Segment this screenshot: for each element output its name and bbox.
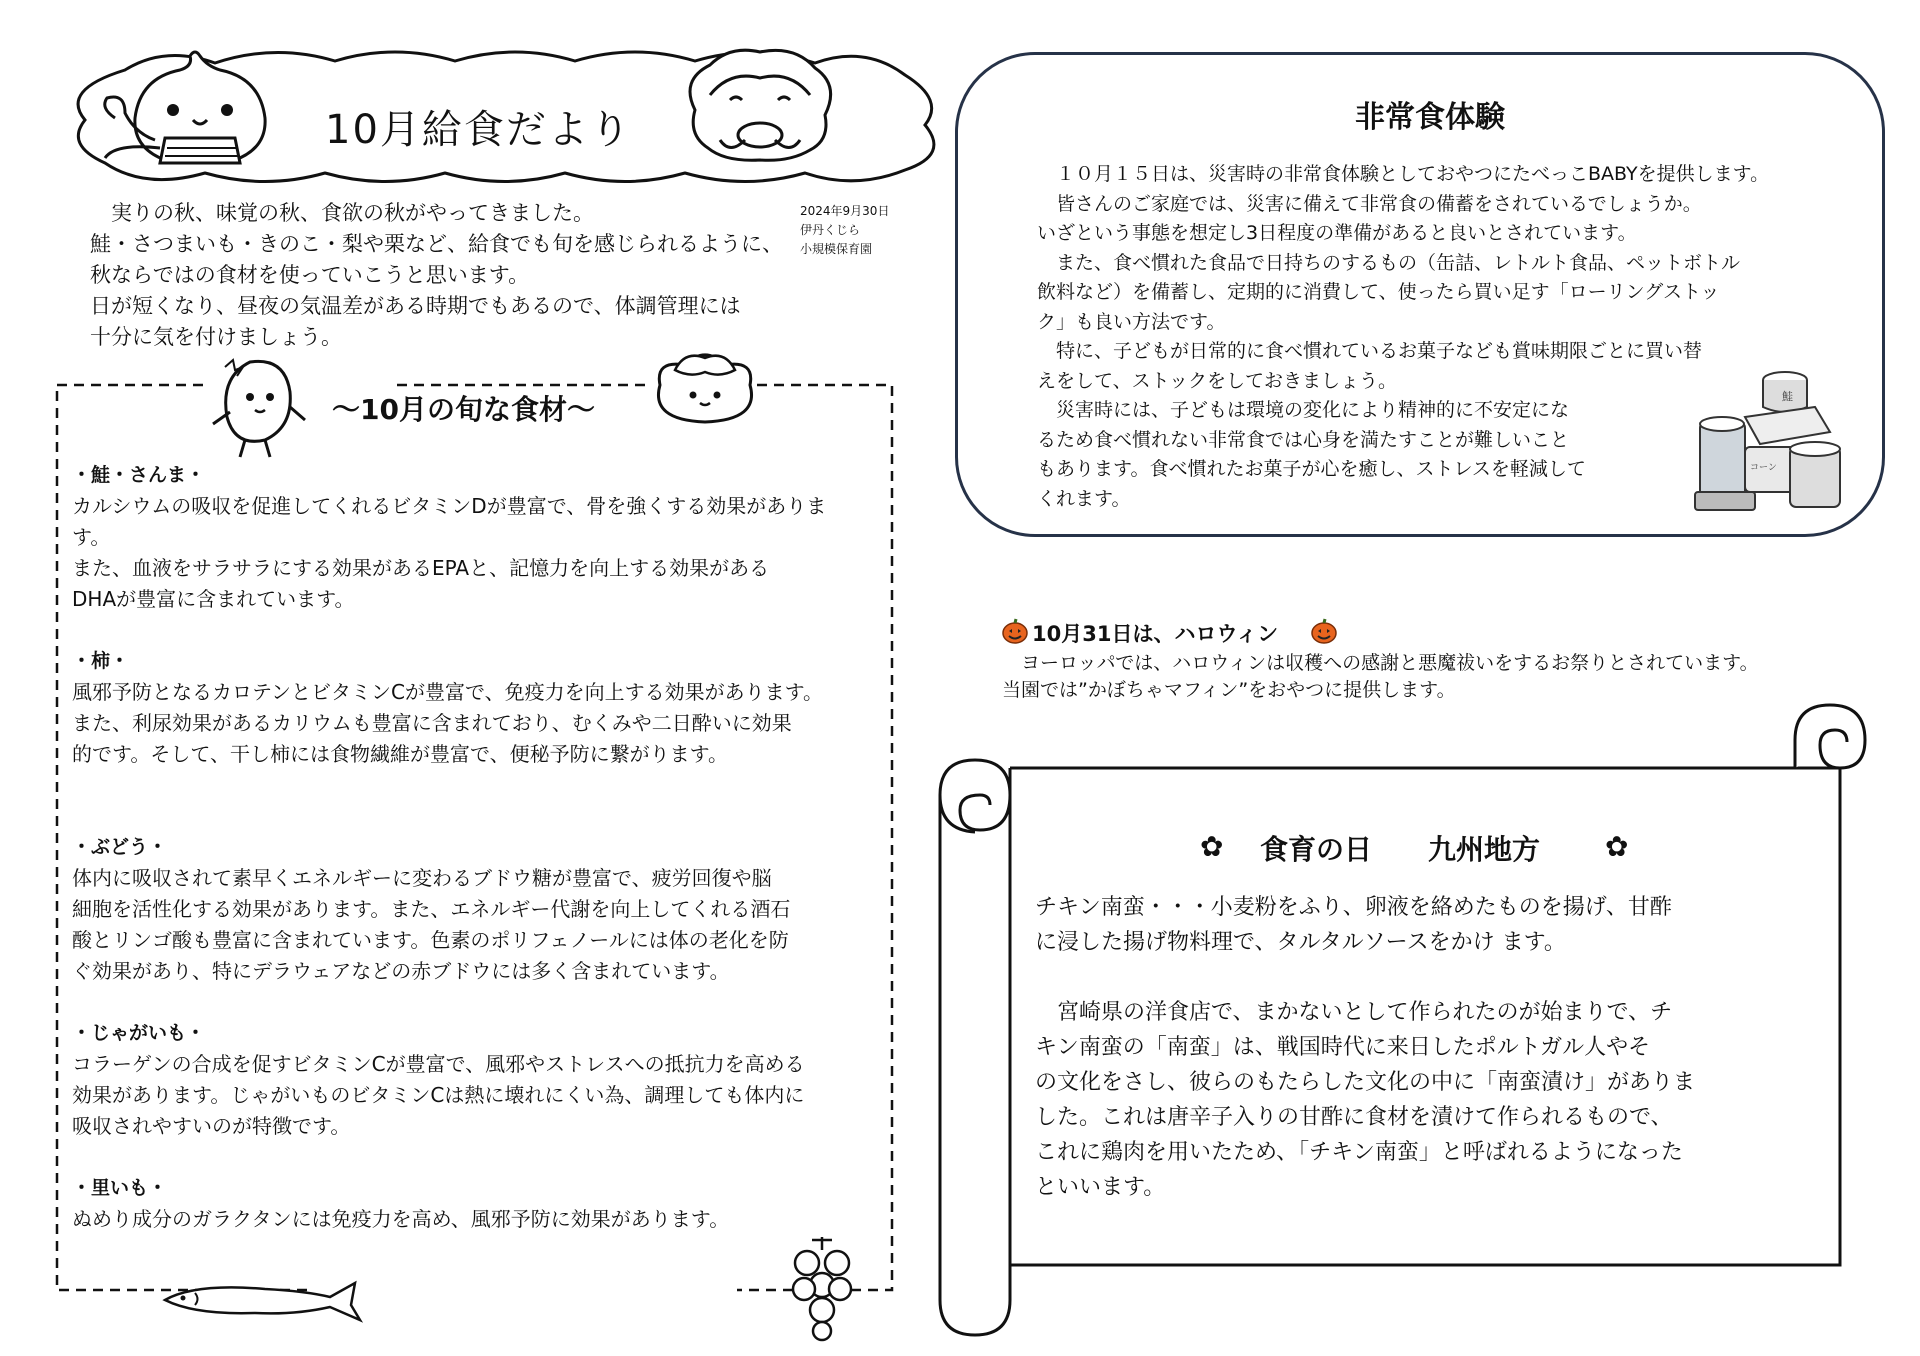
org-name-2: 小規模保育園 [800,242,873,256]
scroll-flower-right-icon: ✿ [1605,830,1629,863]
pumpkin-icon [1311,618,1337,644]
item-heading-taro: ・里いも・ [72,1177,168,1199]
halloween-title: 10月31日は、ハロウィン [1032,622,1279,646]
shokuiku-para2: 宮崎県の洋食店で、まかないとして作られたのが始まりで、チ キン南蛮の「南蛮」は、戦国時代に来日したポルトガル人やそ の文化をさし、彼らのもたらした文化の中に「南蛮漬け」がありま した。これは唐辛子入りの甘酢に食材を漬けて作られるもので、 これに鶏肉を用いたため、「チキン南蛮」と呼ばれるようになった といいます。 [1035,1000,1696,1200]
canned-food-icon [1690,362,1850,517]
emergency-body-narrow: 災害時には、子どもは環境の変化により精神的に不安定にな るため食べ慣れない非常食では心身を満たすことが難しいこと もあります。食べ慣れたお菓子が心を癒し、ストレスを軽減して くれます。 [1037,399,1586,510]
intro-line: 秋ならではの食材を使っていこうと思います。 [90,263,530,287]
potato-character-icon [205,352,315,462]
org-name-1: 伊丹くじら [800,223,861,237]
girl-character-icon [670,40,850,170]
page-title: 10月給食だより [325,107,632,153]
halloween-body: ヨーロッパでは、ハロウィンは収穫への感謝と悪魔祓いをするお祭りとされています。 当園では”かぼちゃマフィン”をおやつに提供します。 [1002,652,1759,701]
item-heading-persimmon: ・柿・ [72,650,130,672]
persimmon-character-icon [645,340,765,430]
item-heading-potato: ・じゃがいも・ [72,1022,206,1044]
grape-icon [782,1235,862,1340]
item-body-potato: コラーゲンの合成を促すビタミンCが豊富で、風邪やストレスへの抵抗力を高める 効果があります。じゃがいものビタミンCは熱に壊れにくい為、調理しても体内に 吸収されやすいのが特徴です。 [72,1052,805,1138]
intro-line: 十分に気を付けましょう。 [90,325,342,349]
emergency-body-wide: １０月１５日は、災害時の非常食体験としておやつにたべっこBABYを提供します。 皆さんのご家庭では、災害に備えて非常食の備蓄をされているでしょうか。 いざという事態を想定し3日程度の準備があると良いとされています。 また、食べ慣れた食品で日持ちのするもの（缶詰、レトルト食品、ペットボトル 飲料など）を備蓄し、定期的に消費して、使ったら買い足す「ローリングストッ ク」も良い方法です。 特に、子どもが日常的に食べ慣れているお菓子なども賞味期限ごとに買い替 えをして、ストックをしておきましょう。 [1037,163,1770,392]
item-body-persimmon: 風邪予防となるカロテンとビタミンCが豊富で、免疫力を向上する効果があります。 また、利尿効果があるカリウムも豊富に含まれており、むくみや二日酔いに効果 的です。そして、干し柿には食物繊維が豊富で、便秘予防に繋がります。 [72,680,823,766]
pumpkin-icon [1002,618,1028,644]
item-body-taro: ぬめり成分のガラクタンには免疫力を高め、風邪予防に効果があります。 [72,1207,730,1231]
intro-line: 日が短くなり、昼夜の気温差がある時期でもあるので、体調管理には [90,294,741,318]
item-heading-grape: ・ぶどう・ [72,836,168,858]
seasonal-items [72,460,892,1235]
item-heading-salmon: ・鮭・さんま・ [72,464,206,486]
shokuiku-para1: チキン南蛮・・・小麦粉をふり、卵液を絡めたものを揚げ、甘酢 に浸した揚げ物料理で、タルタルソースをかけ ます。 [1035,895,1672,955]
scroll-flower-left-icon: ✿ [1200,830,1224,863]
item-body-salmon: カルシウムの吸収を促進してくれるビタミンDが豊富で、骨を強くする効果がありま す。 また、血液をサラサラにする効果があるEPAと、記憶力を向上する効果がある DHAが豊富に含まれています。 [72,494,827,611]
fish-icon [155,1275,365,1325]
intro-line: 鮭・さつまいも・きのこ・梨や栗など、給食でも旬を感じられるように、 [90,232,783,256]
intro-line: 実りの秋、味覚の秋、食欲の秋がやってきました。 [90,201,594,225]
seasonal-title: ～10月の旬な食材～ [332,393,595,426]
onion-character-icon [95,48,305,178]
can-label-salmon: 鮭 [1782,390,1793,403]
shokuiku-title: 食育の日 九州地方 [1260,833,1541,866]
item-body-grape: 体内に吸収されて素早くエネルギーに変わるブドウ糖が豊富で、疲労回復や脳 細胞を活性化する効果があります。また、エネルギー代謝を向上してくれる酒石 酸とリンゴ酸も豊富に含まれています。色素のポリフェノールには体の老化を防 ぐ効果があり、特にデラウェアなどの赤ブドウには多く含まれています。 [72,866,791,983]
issue-date: 2024年9月30日 [800,204,890,218]
can-label-corn: コーン [1750,463,1777,473]
emergency-title: 非常食体験 [1355,100,1505,135]
intro-text [90,198,783,353]
